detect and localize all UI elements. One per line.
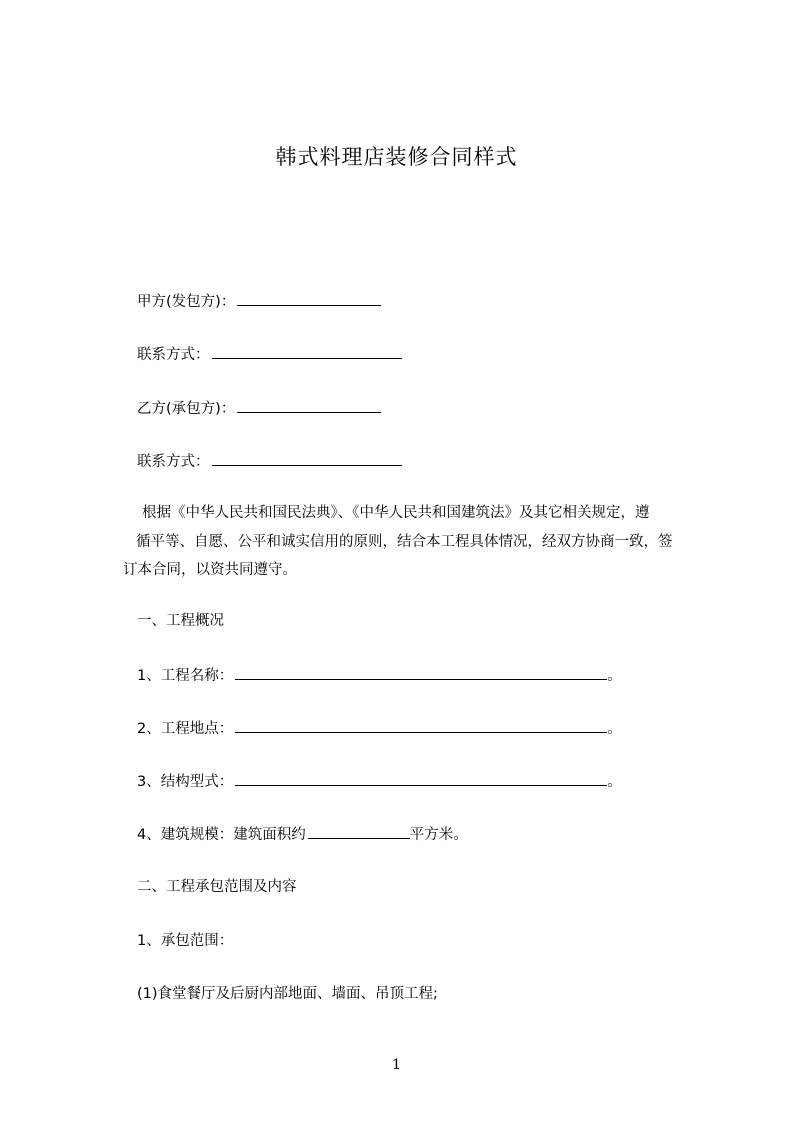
party-a-line <box>137 291 381 312</box>
item-3-blank <box>235 771 607 786</box>
preamble-line-3: 订本合同，以资共同遵守。 <box>123 562 297 578</box>
item-4-blank <box>308 824 410 839</box>
party-b-label: 乙方(承包方)： <box>137 401 236 417</box>
party-a-label: 甲方(发包方)： <box>137 294 236 310</box>
party-a-contact-blank <box>212 344 402 359</box>
item-3-label: 3、结构型式： <box>137 774 234 790</box>
item-3-end-mark: 。 <box>607 774 622 790</box>
item-4-unit: 平方米。 <box>409 827 468 843</box>
scope-item-1: (1)食堂餐厅及后厨内部地面、墙面、吊顶工程; <box>137 986 438 1002</box>
scope-label: 1、承包范围： <box>137 933 234 949</box>
party-b-contact-blank <box>212 451 402 466</box>
item-1-end-mark: 。 <box>607 668 622 684</box>
item-1-line <box>137 665 622 686</box>
item-2-end-mark: 。 <box>607 721 622 737</box>
item-2-line <box>137 718 622 739</box>
party-a-blank <box>237 291 381 306</box>
party-a-contact-line <box>137 344 402 365</box>
item-1-label: 1、工程名称： <box>137 668 234 684</box>
preamble-line-2: 循平等、自愿、公平和诚实信用的原则，结合本工程具体情况，经双方协商一致，签 <box>136 533 673 550</box>
item-1-blank <box>235 665 607 680</box>
section-1-heading: 一、工程概况 <box>137 613 224 629</box>
party-a-contact-label: 联系方式： <box>137 347 210 363</box>
page-number: 1 <box>392 1057 401 1073</box>
preamble-paragraph <box>123 499 702 585</box>
party-b-line <box>137 398 381 419</box>
document-title: 韩式料理店装修合同样式 <box>275 145 518 169</box>
party-b-contact-label: 联系方式： <box>137 454 210 470</box>
item-2-label: 2、工程地点： <box>137 721 234 737</box>
preamble-line-1: 根据《中华人民共和国民法典》、《中华人民共和国建筑法》及其它相关规定，遵 <box>142 505 650 521</box>
party-b-contact-line <box>137 451 402 472</box>
item-4-label: 4、建筑规模：建筑面积约 <box>137 827 306 843</box>
item-4-line <box>137 824 468 845</box>
item-2-blank <box>235 718 607 733</box>
section-2-heading: 二、工程承包范围及内容 <box>137 879 297 895</box>
item-3-line <box>137 771 622 792</box>
party-b-blank <box>237 398 381 413</box>
